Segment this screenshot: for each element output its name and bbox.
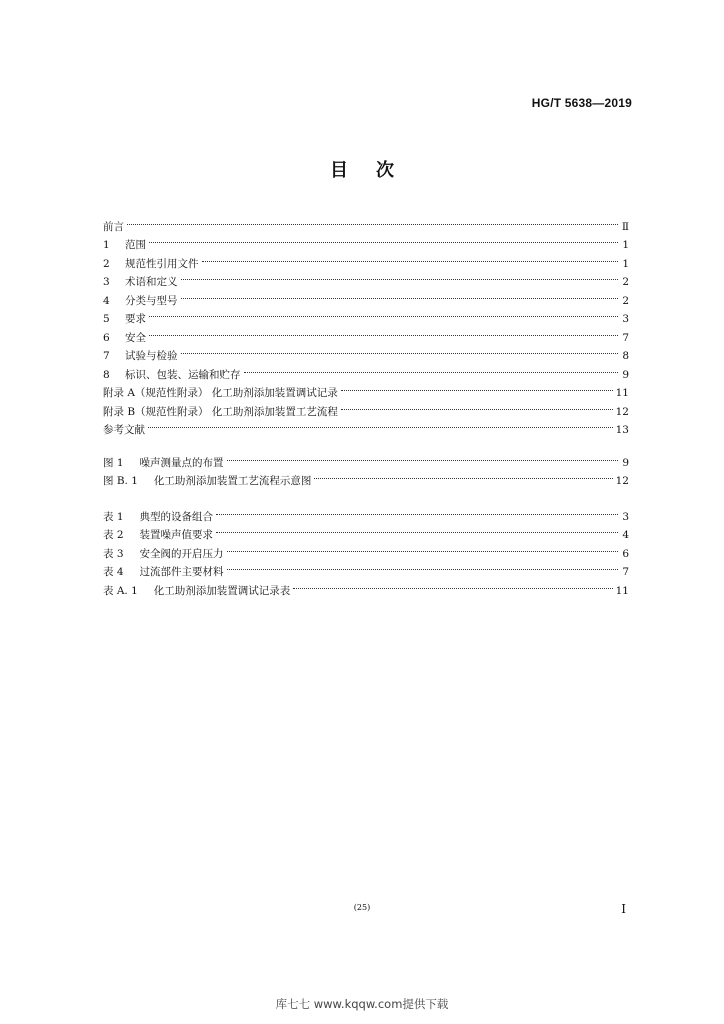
toc-number: 5 bbox=[103, 313, 110, 325]
toc-row-chapter-6[interactable] bbox=[103, 322, 629, 344]
toc-label: 标识、包装、运输和贮存 bbox=[125, 368, 241, 381]
toc-page-number: 2 bbox=[622, 276, 629, 288]
toc-page-number: 9 bbox=[622, 368, 629, 381]
toc-page-number: 11 bbox=[615, 584, 629, 597]
toc-page-number: 9 bbox=[622, 456, 629, 469]
toc-number: 表 2 bbox=[103, 529, 124, 541]
toc-number: 1 bbox=[103, 239, 110, 251]
toc-tables bbox=[103, 501, 629, 597]
toc-page-number: Ⅱ bbox=[621, 220, 629, 233]
toc-leader-dots bbox=[227, 447, 618, 466]
toc-label: 参考文献 bbox=[103, 424, 145, 436]
toc-number: 7 bbox=[103, 350, 110, 362]
toc-number: 2 bbox=[103, 257, 110, 270]
toc-row-chapter-2[interactable] bbox=[103, 248, 629, 270]
toc-label: 装置噪声值要求 bbox=[139, 529, 214, 541]
toc-leader-dots bbox=[216, 501, 618, 520]
toc-row-chapter-1[interactable] bbox=[103, 230, 629, 249]
toc-label: 安全 bbox=[125, 331, 146, 344]
toc-label: 安全阀的开启压力 bbox=[139, 547, 224, 560]
toc-number: 表 1 bbox=[103, 510, 124, 523]
toc-leader-dots bbox=[314, 466, 612, 485]
toc-row-preface[interactable] bbox=[103, 211, 629, 233]
toc-page-number: 4 bbox=[622, 529, 629, 541]
toc-number: 3 bbox=[103, 276, 110, 288]
toc-label: 分类与型号 bbox=[125, 294, 178, 307]
toc-page-number: 7 bbox=[622, 566, 629, 578]
toc-number: 4 bbox=[103, 294, 110, 307]
toc-leader-dots bbox=[227, 538, 618, 557]
toc-leader-dots bbox=[244, 359, 619, 378]
toc-leader-dots bbox=[181, 341, 619, 360]
toc-label: 化工助剂添加装置调试记录表 bbox=[153, 584, 291, 597]
toc-label: 附录 B（规范性附录） 化工助剂添加装置工艺流程 bbox=[103, 405, 338, 418]
toc-page-number: 11 bbox=[615, 387, 629, 399]
toc-leader-dots bbox=[127, 211, 618, 230]
toc-leader-dots bbox=[293, 575, 612, 594]
toc-page-number: 2 bbox=[622, 294, 629, 307]
toc-page-number: 6 bbox=[622, 547, 629, 560]
toc-page-number: 1 bbox=[622, 239, 629, 251]
toc-label: 试验与检验 bbox=[125, 350, 178, 362]
toc-number: 表 A. 1 bbox=[103, 584, 138, 597]
toc-page-number: 1 bbox=[622, 257, 629, 270]
toc-row-chapter-4[interactable] bbox=[103, 285, 629, 307]
toc-row-chapter-3[interactable] bbox=[103, 267, 629, 286]
toc-row-chapter-8[interactable] bbox=[103, 359, 629, 381]
toc-label: 规范性引用文件 bbox=[125, 257, 199, 270]
toc-page-number: 12 bbox=[615, 405, 629, 418]
toc-page-number: 13 bbox=[615, 424, 629, 436]
toc-row-chapter-7[interactable] bbox=[103, 341, 629, 360]
toc-page-number: 3 bbox=[622, 510, 629, 523]
toc-leader-dots bbox=[149, 322, 618, 341]
toc-row-table-1[interactable] bbox=[103, 501, 629, 523]
toc-page-number: 8 bbox=[622, 350, 629, 362]
toc-page-number: 7 bbox=[622, 331, 629, 344]
footer-sequence-number: (25) bbox=[353, 903, 371, 912]
toc-leader-dots bbox=[181, 267, 619, 286]
toc-label: 附录 A（规范性附录） 化工助剂添加装置调试记录 bbox=[103, 387, 338, 399]
toc-leader-dots bbox=[149, 230, 618, 249]
download-watermark[interactable]: 库七七 www.kqqw.com提供下载 bbox=[275, 997, 449, 1011]
footer-roman-page-number: I bbox=[621, 902, 626, 916]
toc-label: 化工助剂添加装置工艺流程示意图 bbox=[153, 475, 312, 487]
page-title: 目次 bbox=[330, 160, 422, 181]
toc-number: 表 3 bbox=[103, 547, 124, 560]
toc-page-number: 12 bbox=[615, 475, 629, 487]
toc-label: 术语和定义 bbox=[125, 276, 178, 288]
toc-label: 过流部件主要材料 bbox=[139, 566, 224, 578]
toc-page-number: 3 bbox=[622, 313, 629, 325]
toc-leader-dots bbox=[149, 304, 618, 323]
toc-number: 表 4 bbox=[103, 566, 124, 578]
toc-number: 6 bbox=[103, 331, 110, 344]
toc-chapters bbox=[103, 211, 629, 436]
toc-label: 要求 bbox=[125, 313, 146, 325]
toc-row-bibliography[interactable] bbox=[103, 415, 629, 434]
toc-row-figure-1[interactable] bbox=[103, 447, 629, 469]
toc-number: 8 bbox=[103, 368, 110, 381]
standard-code: HG/T 5638—2019 bbox=[531, 96, 632, 110]
toc-leader-dots bbox=[341, 378, 613, 397]
toc-number: 图 B. 1 bbox=[103, 475, 138, 487]
toc-label: 前言 bbox=[103, 220, 124, 233]
toc-row-chapter-5[interactable] bbox=[103, 304, 629, 323]
toc-leader-dots bbox=[341, 396, 613, 415]
toc-leader-dots bbox=[148, 415, 613, 434]
toc-figures bbox=[103, 447, 629, 487]
toc-leader-dots bbox=[181, 285, 619, 304]
toc-leader-dots bbox=[202, 248, 619, 267]
toc-label: 典型的设备组合 bbox=[139, 510, 214, 523]
toc-label: 范围 bbox=[125, 239, 146, 251]
toc-number: 图 1 bbox=[103, 456, 124, 469]
toc-label: 噪声测量点的布置 bbox=[139, 456, 224, 469]
toc-leader-dots bbox=[227, 557, 618, 576]
toc-leader-dots bbox=[216, 520, 618, 539]
